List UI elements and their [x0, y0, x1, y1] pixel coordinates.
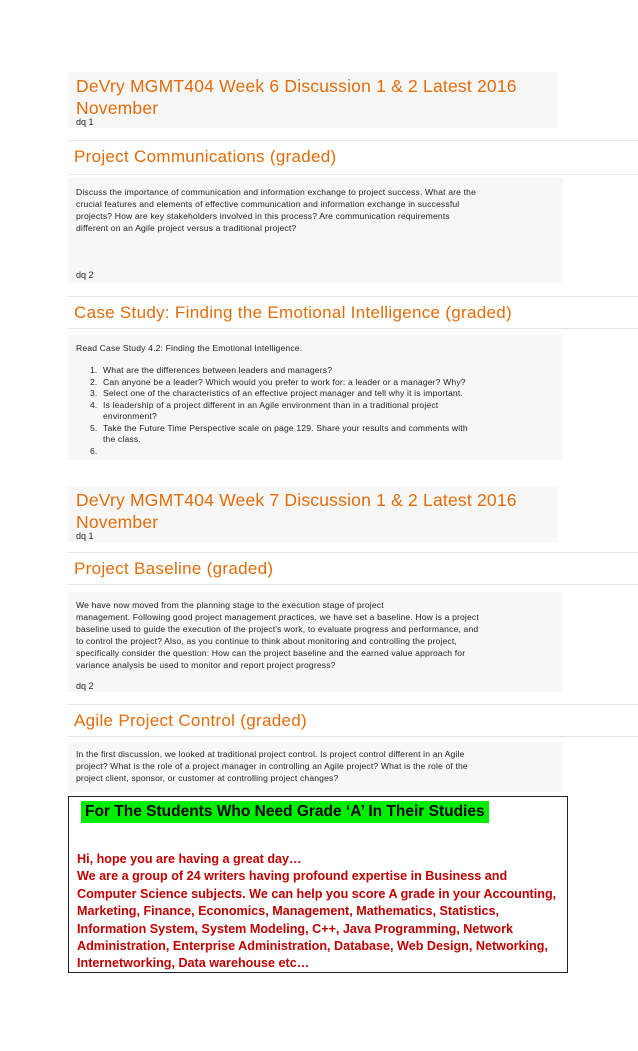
promo-box: [68, 796, 568, 973]
divider: [68, 296, 638, 297]
week7-dq1-label: dq 1: [76, 531, 94, 541]
divider: [68, 704, 638, 705]
week6-title-line1: DeVry MGMT404 Week 6 Discussion 1 & 2 Latest 2016: [76, 76, 517, 96]
week6-dq1-text-block: [68, 178, 563, 283]
week7-dq2-text: [76, 748, 468, 784]
promo-line: Information System, System Modeling, C++, Java Programming, Network: [77, 921, 513, 936]
list-item: 3. Select one of the characteristics of an effective project manager and tell why it is important.: [90, 388, 463, 398]
case-study-questions: 1. What are the differences between leaders and managers? 2. Can anyone be a leader? Which would you prefer to work for: a leader or a manager? Why? 3. Select one of the characteristics of an effective project manager and tell why it is important. 4. Is leadership of a project different in an Agile environment than in a traditional project environment? 5. Take the Future Time Perspective scale on page 129. Share your results and comments with the class. 6.: [68, 365, 563, 446]
promo-title: For The Students Who Need Grade ‘A’ In Their Studies: [81, 801, 489, 823]
promo-line: We are a group of 24 writers having profound expertise in Business and: [77, 869, 508, 884]
text-line: In the first discussion, we looked at traditional project control. Is project control different in an Agile: [76, 749, 465, 759]
week6-dq2-heading: Case Study: Finding the Emotional Intelligence (graded): [74, 303, 512, 322]
promo-line: Administration, Enterprise Administration, Database, Web Design, Networking,: [77, 939, 548, 954]
week6-dq1-label: dq 1: [76, 117, 94, 127]
list-item: 1. What are the differences between leaders and managers?: [90, 365, 333, 375]
week7-title-line1: DeVry MGMT404 Week 7 Discussion 1 & 2 Latest 2016: [76, 490, 517, 510]
week6-dq2-heading-block: [68, 298, 638, 328]
week7-dq1-heading-block: [68, 554, 638, 584]
promo-body: [77, 851, 563, 973]
week7-dq2-heading: Agile Project Control (graded): [74, 711, 307, 730]
text-line: projects? How are key stakeholders involved in this process? Are communication requirements: [76, 211, 450, 221]
text-line: different on an Agile project versus a traditional project?: [76, 223, 297, 233]
list-item: 4. Is leadership of a project different in an Agile environment than in a traditional project environment?: [90, 399, 439, 421]
week7-dq1-heading: Project Baseline (graded): [74, 559, 274, 578]
text-line: to control the project? Also, as you continue to think about monitoring and controlling the project,: [76, 636, 457, 646]
week6-dq2-body: [68, 335, 563, 460]
text-line: variance analysis be used to monitor and report project progress?: [76, 660, 336, 670]
list-item: 5. Take the Future Time Perspective scale on page 129. Share your results and comments with the class.: [90, 422, 468, 444]
week6-dq1-text: [76, 186, 476, 234]
divider: [68, 328, 638, 329]
week7-dq2-heading-block: [68, 706, 638, 736]
week7-title-block: [68, 486, 558, 542]
week6-dq2-label: dq 2: [76, 270, 94, 280]
text-line: project? What is the role of a project manager in controlling an Agile project? What is the role of the: [76, 761, 468, 771]
week6-dq2-intro: Read Case Study 4.2: Finding the Emotional Intelligence.: [76, 343, 303, 353]
divider: [68, 736, 638, 737]
divider: [68, 584, 638, 585]
week7-dq1-text: [76, 599, 479, 671]
promo-line: Hi, hope you are having a great day…: [77, 852, 302, 866]
text-line: management. Following good project management practices, we have set a baseline. How is a project: [76, 612, 479, 622]
divider: [68, 140, 638, 141]
week6-dq1-heading-block: [68, 140, 638, 174]
week7-dq1-text-block: [68, 592, 563, 692]
week6-title-line2: November: [76, 98, 159, 118]
text-line: specifically consider the question: How can the project baseline and the earned value approach for: [76, 648, 466, 658]
promo-line: Marketing, Finance, Economics, Management, Mathematics, Statistics,: [77, 904, 500, 919]
divider: [68, 174, 638, 175]
text-line: baseline used to guide the execution of the project's work, to evaluate progress and performance, and: [76, 624, 479, 634]
promo-line: Internetworking, Data warehouse etc…: [77, 956, 310, 971]
week6-dq1-heading: Project Communications (graded): [74, 147, 337, 166]
week6-title-block: [68, 72, 558, 128]
week7-dq2-label: dq 2: [76, 681, 94, 691]
week7-dq2-text-block: [68, 742, 563, 792]
text-line: crucial features and elements of effective communication and information exchange in successful: [76, 199, 460, 209]
text-line: Discuss the importance of communication and information exchange to project success. What are the: [76, 187, 477, 197]
week7-title-line2: November: [76, 512, 159, 532]
text-line: project client, sponsor, or customer at controlling project changes?: [76, 773, 339, 783]
promo-line: Computer Science subjects. We can help you score A grade in your Accounting,: [77, 886, 557, 901]
text-line: We have now moved from the planning stage to the execution stage of project: [76, 600, 384, 610]
divider: [68, 552, 638, 553]
list-item: 2. Can anyone be a leader? Which would you prefer to work for: a leader or a manager? Why?: [90, 376, 466, 387]
